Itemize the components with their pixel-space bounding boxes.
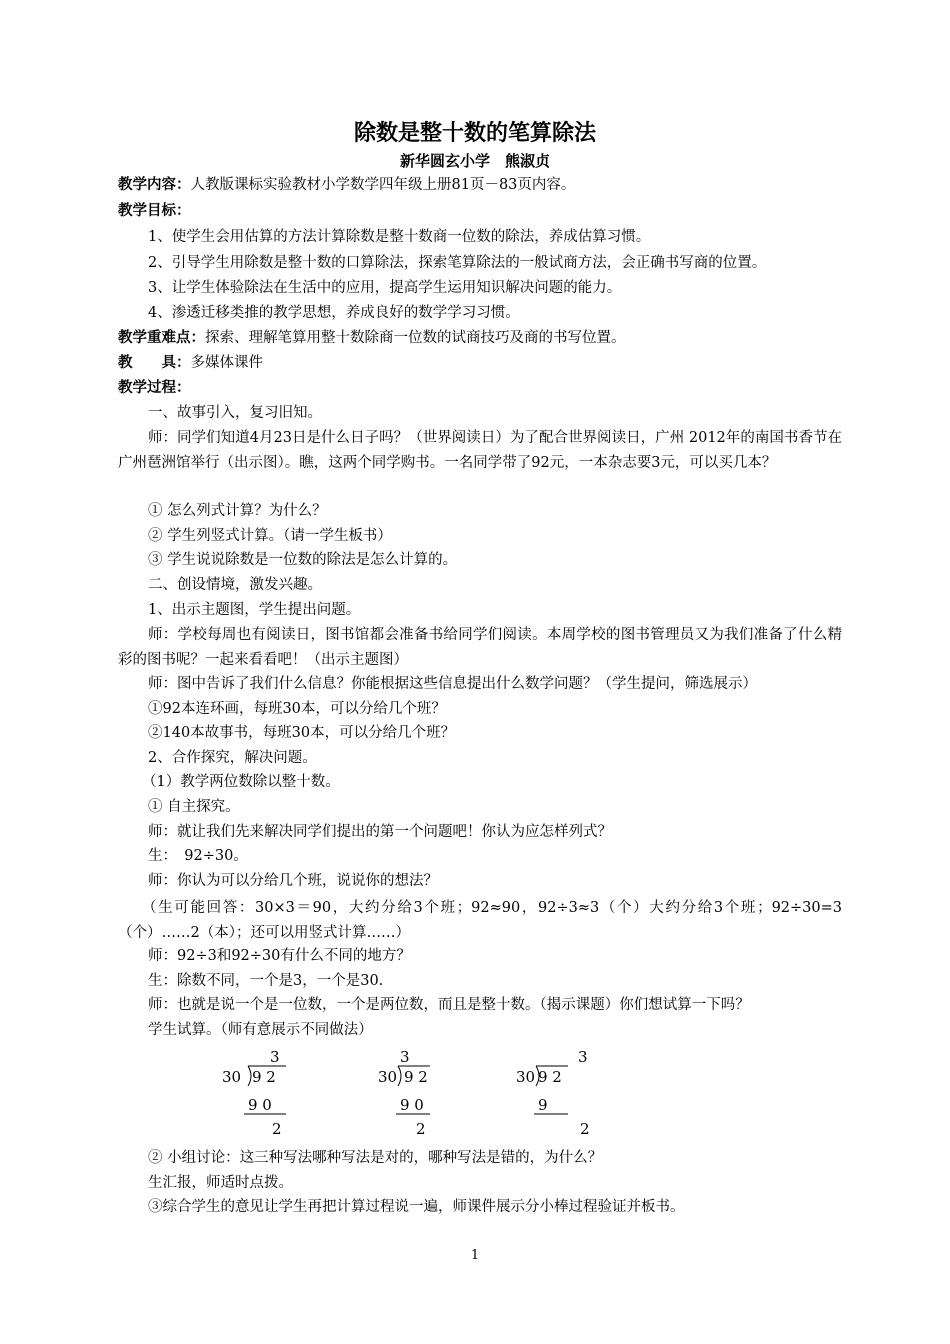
quotient: 3 (270, 1048, 280, 1066)
paragraph: 师：92÷3和92÷30有什么不同的地方？ (148, 948, 411, 964)
paragraph: 生汇报，师适时点拨。 (148, 1175, 293, 1191)
paragraph: （1）教学两位数除以整十数。 (142, 774, 340, 790)
paragraph: ③综合学生的意见让学生再把计算过程说一遍，师课件展示分小棒过程验证并板书。 (148, 1199, 685, 1215)
paragraph: ② 小组讨论：这三种写法哪种写法是对的，哪种写法是错的，为什么？ (148, 1150, 603, 1166)
paragraph: 师：就让我们先来解决同学们提出的第一个问题吧！你认为应怎样列式？ (148, 824, 612, 840)
page-title: 除数是整十数的笔算除法 (353, 120, 596, 146)
tools-label: 教 具： (118, 354, 191, 371)
divisor: 30 (222, 1068, 242, 1086)
tools-row (118, 352, 842, 374)
goals-label: 教学目标： (118, 202, 191, 219)
dividend: 9 2 (404, 1068, 428, 1086)
paragraph: ①92本连环画，每班30本，可以分给几个班？ (148, 701, 446, 717)
division-bracket (222, 1046, 302, 1146)
paragraph: 2、合作探究，解决问题。 (148, 750, 317, 766)
tools-text: 多媒体课件 (190, 355, 263, 371)
paragraph: 二、创设情境，激发兴趣。 (148, 577, 322, 593)
dividend: 9 2 (538, 1068, 562, 1086)
product: 9 (538, 1096, 548, 1114)
goal-item: 4、渗透迁移类推的教学思想，养成良好的数学学习习惯。 (148, 305, 520, 321)
goal-item: 2、引导学生用除数是整十数的口算除法，探索笔算除法的一般试商方法，会正确书写商的位置。 (148, 255, 767, 271)
paragraph: 师：你认为可以分给几个班，说说你的想法？ (148, 873, 438, 889)
product: 9 0 (248, 1096, 272, 1114)
content-row (118, 174, 842, 196)
page-number: 1 (470, 1248, 480, 1263)
content-text: 人教版课标实验教材小学数学四年级上册81页－83页内容。 (190, 177, 576, 193)
paragraph: （生可能回答：30×3＝90，大约分给3个班；92≈90，92÷3≈3（个）大约分给3个班；92÷30=3（个）……2（本）；还可以用竖式计算……） (118, 900, 842, 941)
content-label: 教学内容： (118, 176, 191, 193)
paragraph: ② 学生列竖式计算。（请一学生板书） (148, 528, 392, 544)
key-text: 探索、理解笔算用整十数除商一位数的试商技巧及商的书写位置。 (205, 330, 626, 346)
key-row (118, 327, 842, 349)
remainder: 2 (272, 1120, 282, 1138)
paragraph: 师：学校每周也有阅读日，图书馆都会准备书给同学们阅读。本周学校的图书管理员又为我们准备了什么精彩的图书呢？一起来看看吧！（出示主题图） (118, 627, 842, 668)
quotient: 3 (578, 1048, 588, 1066)
paragraph: 1、出示主题图，学生提出问题。 (148, 602, 361, 618)
quotient: 3 (400, 1048, 410, 1066)
divisor: 30 (516, 1068, 536, 1086)
author-line: 新华圆玄小学 熊淑贞 (399, 152, 550, 170)
paragraph: 一、故事引入，复习旧知。 (148, 405, 322, 421)
product: 9 0 (400, 1096, 424, 1114)
division-bracket (378, 1046, 458, 1146)
key-label: 教学重难点： (118, 329, 205, 346)
process-label: 教学过程： (118, 379, 191, 396)
paragraph: ① 怎么列式计算？为什么？ (148, 503, 327, 519)
paragraph: 师：也就是说一个是一位数，一个是两位数，而且是整十数。（揭示课题）你们想试算一下吗？ (148, 997, 750, 1013)
remainder: 2 (580, 1120, 590, 1138)
goal-item: 1、使学生会用估算的方法计算除数是整十数商一位数的除法，养成估算习惯。 (148, 229, 651, 245)
goal-item: 3、让学生体验除法在生活中的应用，提高学生运用知识解决问题的能力。 (148, 280, 622, 296)
remainder: 2 (416, 1120, 426, 1138)
paragraph: ① 自主探究。 (148, 799, 240, 815)
division-bracket (516, 1046, 596, 1146)
paragraph: 师：图中告诉了我们什么信息？你能根据这些信息提出什么数学问题？（学生提问，筛选展示） (148, 676, 757, 692)
paragraph: 生：除数不同，一个是3，一个是30. (148, 973, 384, 989)
divisor: 30 (378, 1068, 398, 1086)
paragraph: 师：同学们知道4月23日是什么日子吗？（世界阅读日）为了配合世界阅读日，广州 2012年的南国书香节在广州琶洲馆举行（出示图）。瞧，这两个同学购书。一名同学带了92元，一本杂志要3元，可以买几本？ (118, 430, 842, 471)
paragraph: 学生试算。（师有意展示不同做法） (148, 1022, 373, 1038)
paragraph: ②140本故事书，每班30本，可以分给几个班？ (148, 725, 456, 741)
paragraph: 生： 92÷30。 (148, 848, 248, 864)
paragraph: ③ 学生说说除数是一位数的除法是怎么计算的。 (148, 552, 458, 568)
dividend: 9 2 (252, 1068, 276, 1086)
